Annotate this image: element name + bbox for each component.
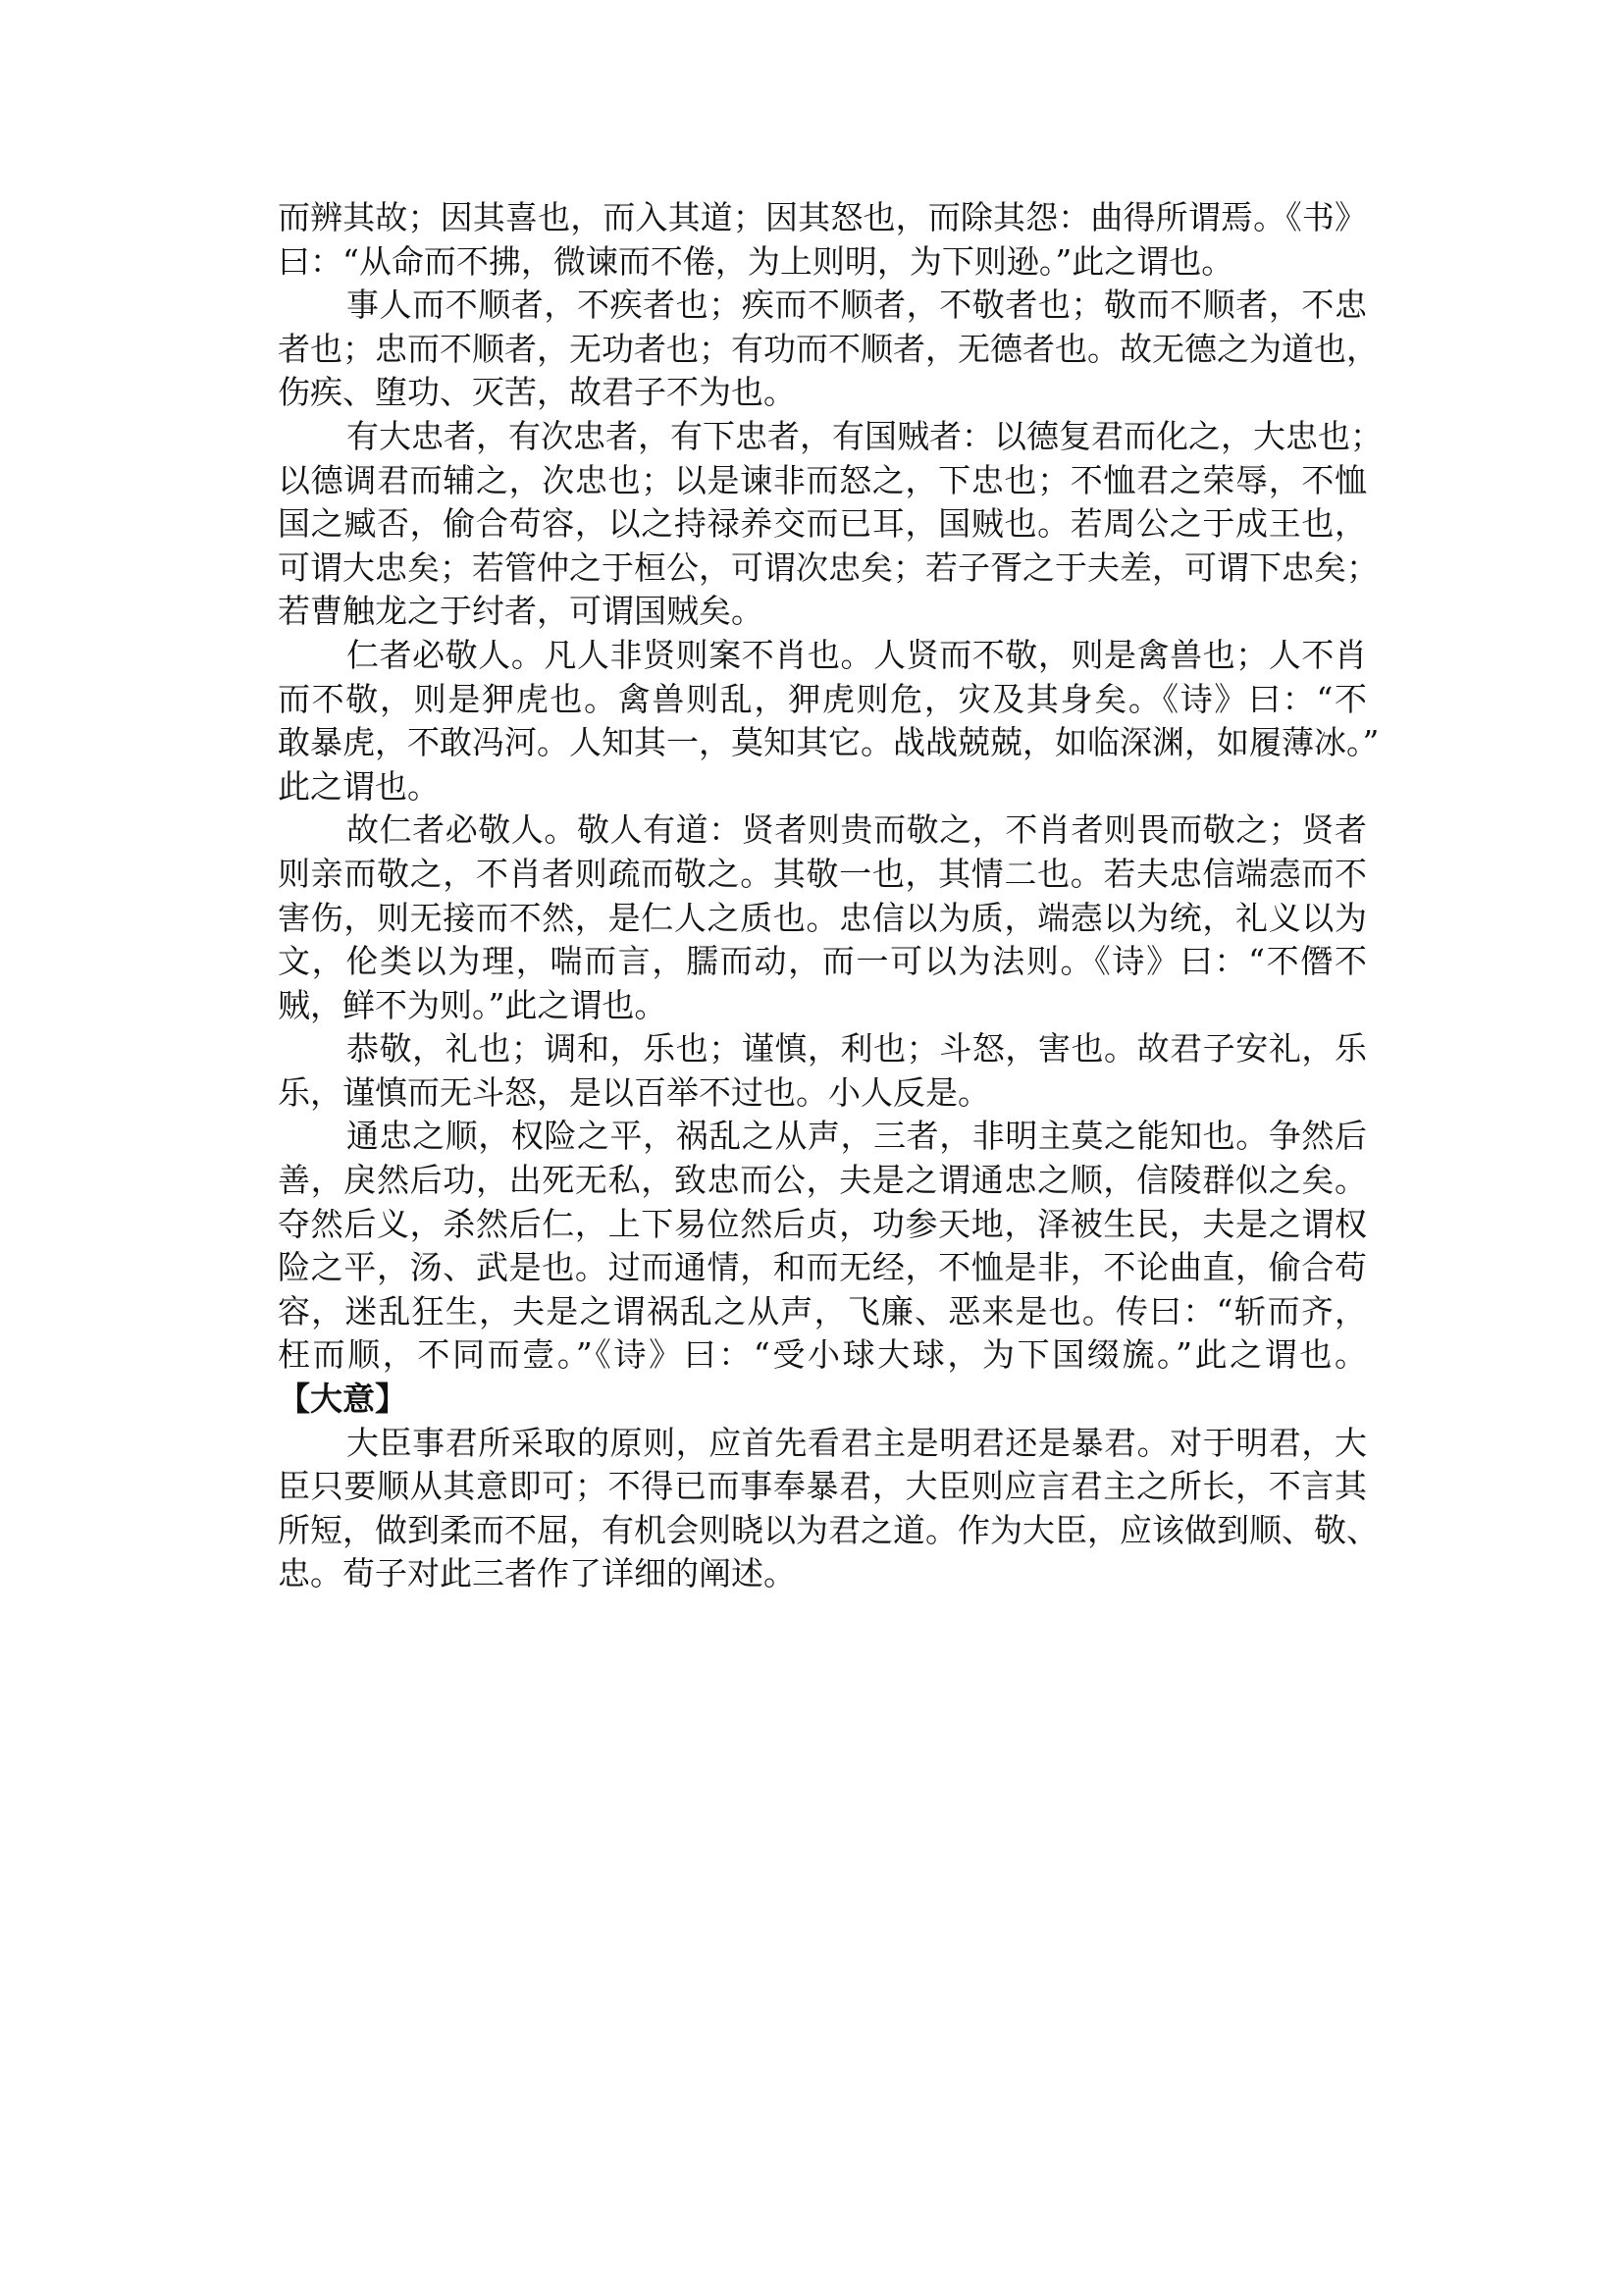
text-line: 贼，鲜不为则。”此之谓也。 [278,985,667,1024]
page-body [278,196,1383,1596]
paragraph [278,415,1383,634]
text-line: 容，迷乱狂生，夫是之谓祸乱之从声，飞廉、恶来是也。传曰：“斩而齐， [278,1291,1367,1330]
text-line: 所短，做到柔而不屈，有机会则晓以为君之道。作为大臣，应该做到顺、敬、 [278,1510,1379,1549]
text-line: 夺然后义，杀然后仁，上下易位然后贞，功参天地，泽被生民，夫是之谓权 [278,1204,1367,1243]
text-line: 而辨其故；因其喜也，而入其道；因其怒也，而除其怨：曲得所谓焉。《书》 [278,198,1367,236]
text-line: 文，伦类以为理，喘而言，臑而动，而一可以为法则。《诗》曰：“不僭不 [278,942,1367,981]
text-line: 通忠之顺，权险之平，祸乱之从声，三者，非明主莫之能知也。争然后 [346,1117,1367,1156]
paragraph [278,1115,1367,1378]
text-line: 国之臧否，偷合苟容，以之持禄养交而已耳，国贼也。若周公之于成王也， [278,504,1367,544]
text-line: 恭敬，礼也；调和，乐也；谨慎，利也；斗怒，害也。故君子安礼，乐 [346,1029,1367,1069]
text-line: 则亲而敬之，不肖者则疏而敬之。其敬一也，其情二也。若夫忠信端悫而不 [278,854,1367,893]
paragraph [278,808,1367,1027]
text-line: 以德调君而辅之，次忠也；以是谏非而怒之，下忠也；不恤君之荣辱，不恤 [278,460,1367,499]
continued-paragraph [278,196,1367,284]
text-line: 敢暴虎，不敢冯河。人知其一，莫知其它。战战兢兢，如临深渊，如履薄冰。” [278,723,1380,762]
section-heading: 【大意】 [278,1380,407,1419]
text-line: 而不敬，则是狎虎也。禽兽则乱，狎虎则危，灾及其身矣。《诗》曰：“不 [278,679,1367,718]
text-line: 善，戾然后功，出死无私，致忠而公，夫是之谓通忠之顺，信陵群似之矣。 [278,1161,1367,1200]
text-line: 臣只要顺从其意即可；不得已而事奉暴君，大臣则应言君主之所长，不言其 [278,1467,1367,1506]
text-line: 大臣事君所采取的原则，应首先看君主是明君还是暴君。对于明君，大 [346,1423,1367,1462]
text-line: 者也；忠而不顺者，无功者也；有功而不顺者，无德者也。故无德之为道也， [278,329,1379,368]
text-line: 若曹触龙之于纣者，可谓国贼矣。 [278,592,763,631]
summary-paragraph [278,1422,1379,1596]
text-line: 故仁者必敬人。敬人有道：贤者则贵而敬之，不肖者则畏而敬之；贤者 [346,810,1367,850]
text-line: 事人而不顺者，不疾者也；疾而不顺者，不敬者也；敬而不顺者，不忠 [346,286,1367,325]
text-line: 仁者必敬人。凡人非贤则案不肖也。人贤而不敬，则是禽兽也；人不肖 [346,635,1367,674]
text-line: 忠。荀子对此三者作了详细的阐述。 [278,1554,796,1593]
text-line: 可谓大忠矣；若管仲之于桓公，可谓次忠矣；若子胥之于夫差，可谓下忠矣； [278,547,1379,587]
text-line: 此之谓也。 [278,766,440,806]
paragraph [278,1027,1367,1115]
text-line: 害伤，则无接而不然，是仁人之质也。忠信以为质，端悫以为统，礼义以为 [278,898,1367,937]
paragraph [278,284,1379,415]
text-line: 有大忠者，有次忠者，有下忠者，有国贼者：以德复君而化之，大忠也； [346,416,1383,455]
paragraph [278,634,1380,808]
text-line: 险之平，汤、武是也。过而通情，和而无经，不恤是非，不论曲直，偷合苟 [278,1248,1367,1287]
text-line: 乐，谨慎而无斗怒，是以百举不过也。小人反是。 [278,1072,990,1112]
text-line: 枉而顺，不同而壹。”《诗》曰：“受小球大球，为下国缀旒。”此之谓也。 [278,1335,1367,1375]
text-line: 曰：“从命而不拂，微谏而不倦，为上则明，为下则逊。”此之谓也。 [278,241,1234,281]
text-line: 伤疾、堕功、灭苦，故君子不为也。 [278,373,796,412]
